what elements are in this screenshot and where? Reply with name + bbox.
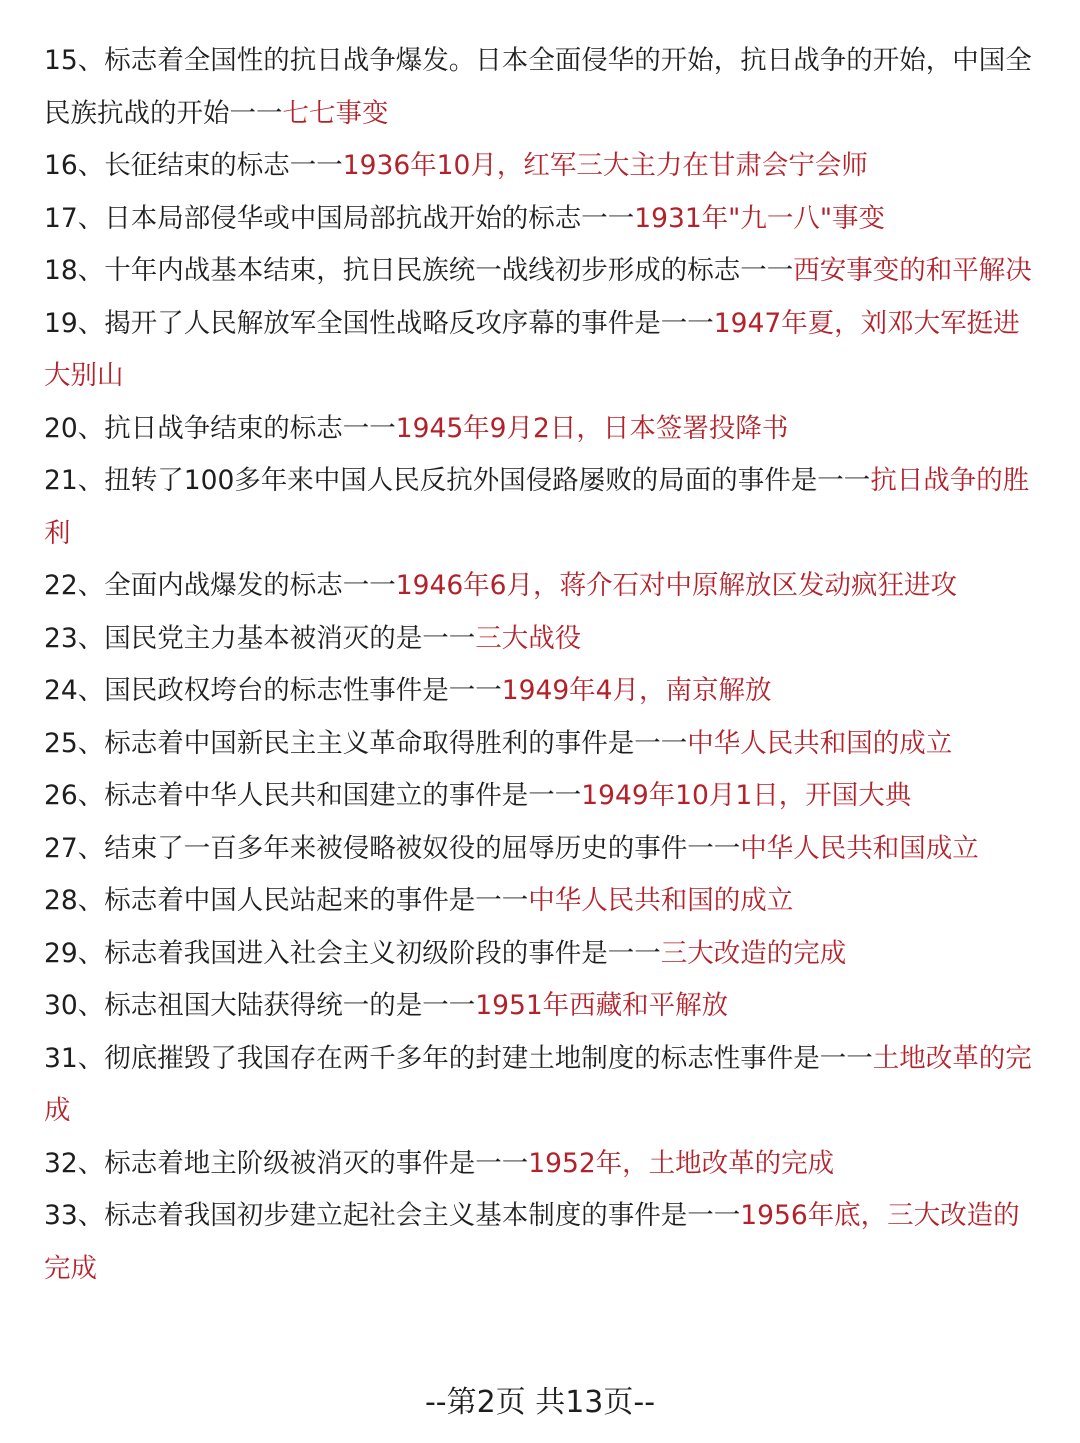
question-text: 27、结束了一百多年来被侵略被奴役的屈辱历史的事件一一 (44, 832, 741, 864)
list-item (44, 193, 1039, 246)
list-item (44, 665, 1039, 718)
list-item (44, 613, 1039, 666)
question-text: 30、标志祖国大陆获得统一的是一一 (44, 990, 476, 1021)
answer-text: 西安事变的和平解决 (793, 255, 1032, 286)
list-item (44, 875, 1039, 928)
question-text: 24、国民政权垮台的标志性事件是一一 (44, 675, 502, 706)
list-item (44, 140, 1039, 193)
question-text: 18、十年内战基本结束，抗日民族统一战线初步形成的标志一一 (44, 255, 794, 286)
question-text: 21、扭转了100多年来中国人民反抗外国侵路屡败的局面的事件是一一 (44, 465, 871, 496)
answer-text: 1931年"九一八"事变 (634, 202, 886, 234)
list-item (44, 980, 1039, 1033)
answer-text: 七七事变 (282, 97, 389, 129)
list-item (44, 403, 1039, 456)
answer-text: 三大改造的完成 (660, 937, 847, 969)
list-item (44, 35, 1039, 140)
list-item (44, 298, 1039, 403)
list-item (44, 1190, 1039, 1295)
list-item (44, 1138, 1039, 1191)
answer-text: 土地改革的完成 (44, 1042, 1032, 1126)
answer-text: 1956年底，三大改造的完成 (44, 1200, 1020, 1284)
question-text: 31、彻底摧毁了我国存在两千多年的封建土地制度的标志性事件是一一 (44, 1042, 873, 1074)
answer-text: 中华人民共和国的成立 (528, 885, 794, 916)
list-item (44, 928, 1039, 981)
answer-text: 1949年4月，南京解放 (501, 675, 772, 706)
answer-text: 抗日战争的胜利 (44, 465, 1030, 549)
list-item (44, 245, 1039, 298)
question-text: 25、标志着中国新民主主义革命取得胜利的事件是一一 (44, 727, 688, 759)
list-item (44, 560, 1039, 613)
question-text: 15、标志着全国性的抗日战争爆发。日本全面侵华的开始，抗日战争的开始，中国全民族抗战的开始一一 (44, 45, 1032, 129)
question-text: 28、标志着中国人民站起来的事件是一一 (44, 885, 529, 916)
answer-text: 中华人民共和国成立 (740, 832, 979, 864)
page-number-footer: --第2页 共13页-- (424, 1385, 656, 1420)
answer-text: 1945年9月2日，日本签署投降书 (395, 412, 789, 444)
list-item (44, 455, 1039, 560)
list-item (44, 823, 1039, 876)
list-item (44, 1033, 1039, 1138)
list-item (44, 770, 1039, 823)
answer-text: 1951年西藏和平解放 (475, 990, 729, 1021)
answer-text: 1936年10月，红军三大主力在甘肃会宁会师 (342, 150, 868, 181)
answer-text: 中华人民共和国的成立 (687, 727, 953, 759)
list-item (44, 718, 1039, 771)
question-text: 19、揭开了人民解放军全国性战略反攻序幕的事件是一一 (44, 307, 714, 339)
answer-text: 三大战役 (475, 622, 582, 654)
question-text: 26、标志着中华人民共和国建立的事件是一一 (44, 780, 582, 811)
question-text: 17、日本局部侵华或中国局部抗战开始的标志一一 (44, 202, 635, 234)
question-text: 22、全面内战爆发的标志一一 (44, 570, 396, 601)
document-body (44, 35, 1039, 1295)
question-text: 16、长征结束的标志一一 (44, 150, 343, 181)
answer-text: 1946年6月，蒋介石对中原解放区发动疯狂进攻 (395, 570, 958, 601)
answer-text: 1952年，土地改革的完成 (528, 1147, 835, 1179)
question-text: 29、标志着我国进入社会主义初级阶段的事件是一一 (44, 937, 661, 969)
question-text: 32、标志着地主阶级被消灭的事件是一一 (44, 1147, 529, 1179)
answer-text: 1947年夏，刘邓大军挺进大别山 (44, 307, 1020, 391)
question-text: 33、标志着我国初步建立起社会主义基本制度的事件是一一 (44, 1200, 741, 1231)
question-text: 23、国民党主力基本被消灭的是一一 (44, 622, 476, 654)
question-text: 20、抗日战争结束的标志一一 (44, 412, 396, 444)
answer-text: 1949年10月1日，开国大典 (581, 780, 912, 811)
